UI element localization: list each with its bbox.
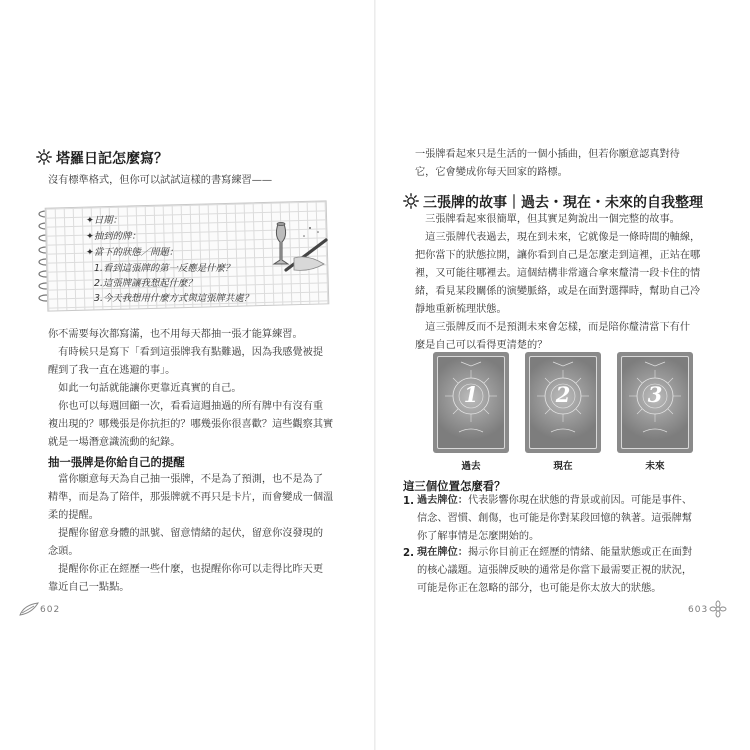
list-item-text: 揭示你目前正在經歷的情緒、能量狀態或正在面對 的核心議題。這張牌反映的通常是你當下最需要正視的狀況， 可能是你正在忽略的部分，也可能是你太放大的狀態。 — [417, 547, 693, 594]
right-para-1: 三張牌看起來很簡單，但其實足夠說出一個完整的故事。 這三張牌代表過去，現在到未來，它就像是一條時間的軸線， 把你當下的狀態拉開，讓你看到自己是怎麼走到這裡，正站在哪 裡，又可能往哪裡去。這個結構非常適合拿來釐清一段卡住的情 緒，看見某段關係的演變脈絡，或是在面對選擇時，幫助自己冷 靜地重新梳理狀態。 這三張牌反而不是預測未來會怎樣，而是陪你釐清當下有什 麼是自己可以看得更清楚的？ — [415, 214, 701, 351]
left-intro: 沒有標準格式，但你可以試試這樣的書寫練習—— — [48, 175, 273, 186]
journal-state: ✦當下的狀態／問題： — [86, 247, 179, 258]
right-page — [375, 0, 750, 750]
leaf-ornament-icon — [18, 601, 40, 617]
journal-illustration — [36, 200, 336, 308]
right-title — [403, 192, 703, 212]
list-item-number: 1. — [403, 496, 414, 507]
candle-glass-icon — [264, 218, 330, 280]
list-item-term: 現在牌位： — [417, 547, 468, 558]
card-number: 2 — [555, 382, 571, 407]
list-item-number: 2. — [403, 548, 414, 559]
left-para-1: 你不需要每次都寫滿，也不用每天都抽一張才能算練習。 有時候只是寫下「看到這張牌我有點難過，因為我感覺被提 醒到了我一直在逃避的事」。 如此一句話就能讓你更靠近真實的自己。 你也可以每週回顧一次，看看這週抽過的所有牌中有沒有重 複出現的？哪幾張是你抗拒的？哪幾張你很喜歡？這些觀察其實 就是一場潛意識流動的紀錄。 — [48, 329, 334, 448]
tarot-card-present — [525, 352, 601, 453]
right-top-para: 一張牌看起來只是生活的一個小插曲，但若你願意認真對待 它，它會變成你每天回家的路標。 — [415, 149, 680, 178]
card-label-present: 現在 — [553, 461, 573, 472]
tarot-card-past — [433, 352, 509, 453]
journal-card: ✦抽到的牌： — [86, 231, 141, 242]
journal-q3: 3.今天我想用什麼方式與這張牌共處？ — [94, 293, 253, 304]
right-page-number: 603 — [688, 605, 709, 615]
right-title-text: 三張牌的故事｜過去・現在・未來的自我整理 — [423, 195, 703, 211]
list-item-term: 過去牌位： — [417, 495, 468, 506]
right-subhead: 這三個位置怎麼看？ — [403, 479, 506, 493]
sun-star-icon — [36, 149, 52, 165]
journal-q2: 2.這張牌讓我想起什麼？ — [94, 278, 197, 289]
list-item-past — [417, 492, 717, 546]
journal-q1: 1.看到這張牌的第一反應是什麼？ — [94, 263, 235, 274]
flower-ornament-icon — [709, 600, 727, 618]
left-title — [36, 148, 168, 168]
journal-date: ✦日期： — [86, 215, 122, 226]
left-page-number: 602 — [40, 605, 61, 615]
list-item-present — [417, 544, 717, 598]
card-number: 3 — [647, 382, 663, 407]
list-item-text: 代表影響你現在狀態的背景或前因。可能是事件、 信念、習慣、創傷，也可能是你對某段回憶的執著。這張牌幫 你了解事情是怎麼開始的。 — [417, 495, 693, 542]
card-number: 1 — [463, 382, 479, 407]
left-para-2: 當你願意每天為自己抽一張牌，不是為了預測，也不是為了 精準，而是為了陪伴，那張牌就不再只是卡片，而會變成一個溫 柔的提醒。 提醒你留意身體的訊號、留意情緒的起伏，留意你沒發現的 念頭。 提醒你你正在經歷一些什麼，也提醒你你可以走得比昨天更 靠近自己一點點。 — [48, 474, 334, 593]
card-label-future: 未來 — [645, 461, 665, 472]
sun-star-icon — [403, 193, 419, 209]
card-label-past: 過去 — [461, 461, 481, 472]
tarot-card-future — [617, 352, 693, 453]
left-title-text: 塔羅日記怎麼寫？ — [56, 151, 168, 167]
left-subhead: 抽一張牌是你給自己的提醒 — [48, 455, 185, 469]
